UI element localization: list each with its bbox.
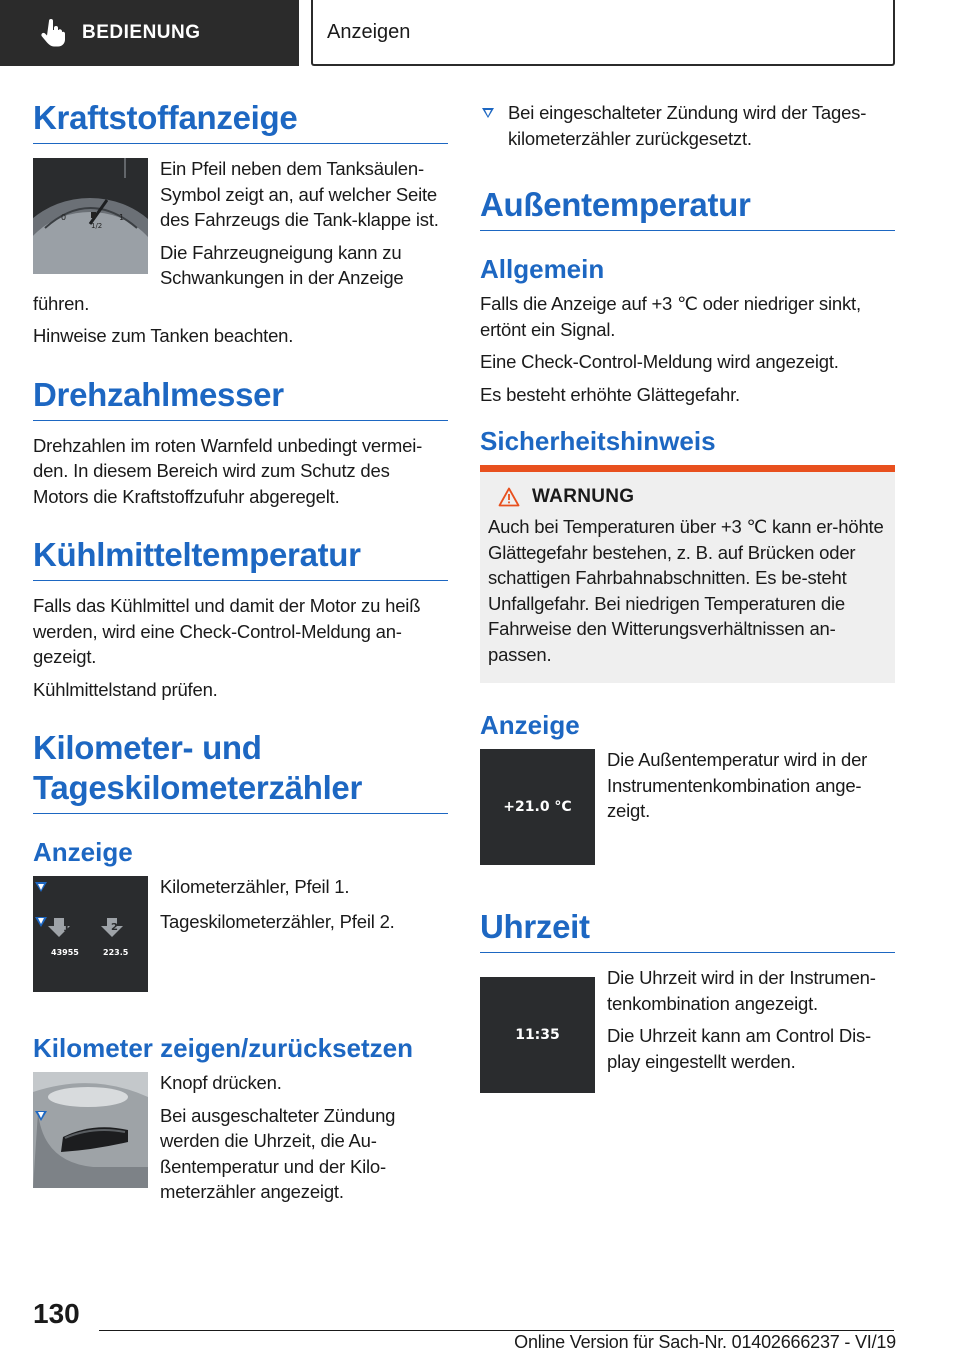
rpm-text: Drehzahlen im roten Warnfeld unbedingt vermei-den. In diesem Bereich wird zum Schutz des Motors die Kraftstoffzufuhr abgeregelt.: [33, 434, 423, 507]
heading-clock: Uhrzeit: [480, 907, 895, 953]
warning-text: Auch bei Temperaturen über +3 ℃ kann er-höhte Glättegefahr bestehen, z. B. auf Brücken oder schattigen Fahrbahnabschnitten. Es be-steht Unfallgefahr. Bei niedrigen Temperaturen die Fahrweise den Witterungsverhältnissen an-passen.: [488, 516, 884, 665]
bullet-triangle-icon: [35, 1111, 47, 1121]
heading-rpm: Drehzahlmesser: [33, 375, 448, 421]
warning-triangle-icon: [498, 487, 520, 507]
clock-display-figure: [480, 977, 595, 1093]
warning-label: WARNUNG: [532, 486, 635, 507]
section-label: Anzeigen: [311, 0, 895, 66]
list-item: Kilometerzähler, Pfeil 1.: [33, 874, 448, 900]
coolant-text-1: Falls das Kühlmittel und damit der Motor zu heiß werden, wird eine Check-Control-Meldung an-gezeigt.: [33, 595, 421, 667]
footer-divider: [99, 1330, 894, 1331]
gauge-label-half: 1/2: [91, 222, 103, 230]
subheading-odo-display: Anzeige: [33, 837, 133, 867]
list-item: Tageskilometerzähler, Pfeil 2.: [33, 909, 448, 935]
section-clock: [480, 907, 895, 1074]
right-column: [480, 100, 895, 1101]
temp-display-text: Die Außentemperatur wird in der Instrumentenkombination ange-zeigt.: [607, 749, 868, 821]
heading-coolant: Kühlmitteltemperatur: [33, 535, 448, 581]
section-rpm: [33, 375, 448, 510]
section-odometer: [33, 728, 448, 1205]
left-column: [33, 98, 448, 1231]
subheading-temp-display: Anzeige: [480, 710, 580, 740]
arrow-label-2: 2: [111, 922, 118, 933]
reset-list: [33, 1103, 448, 1205]
bullet-triangle-icon: [35, 882, 47, 892]
heading-outside-temp: Außentemperatur: [480, 185, 895, 231]
heading-fuel: Kraftstoffanzeige: [33, 98, 448, 144]
bullet-triangle-icon: [35, 917, 47, 927]
clock-display-value: 11:35: [515, 1027, 560, 1043]
gauge-label-empty: 0: [61, 213, 67, 222]
fuel-gauge-illustration: [33, 158, 148, 274]
chapter-title: BEDIENUNG: [82, 22, 201, 43]
fuel-gauge-figure: [33, 158, 148, 274]
section-outside-temp: [480, 185, 895, 873]
fuel-pump-icon: [91, 212, 96, 218]
temp-text-2: Eine Check-Control-Meldung wird angezeigt.: [480, 351, 839, 372]
reset-list-continued: [480, 100, 895, 151]
tripmeter-value: 223.5: [103, 948, 129, 957]
clock-text-2: Die Uhrzeit kann am Control Dis-play eingestellt werden.: [607, 1025, 871, 1072]
subheading-odo-reset: Kilometer zeigen/zurücksetzen: [33, 1033, 413, 1063]
page-number: 130: [33, 1298, 80, 1329]
gauge-label-full: 1: [119, 213, 125, 222]
clock-text-1: Die Uhrzeit wird in der Instrumen-tenkombination angezeigt.: [607, 967, 876, 1014]
temperature-display-figure: [480, 749, 595, 865]
fuel-text-2: Die Fahrzeugneigung kann zu Schwankungen in der Anzeige führen.: [33, 241, 404, 314]
subheading-safety: Sicherheitshinweis: [480, 426, 716, 456]
temp-text-1: Falls die Anzeige auf +3 ℃ oder niedriger sinkt, ertönt ein Signal.: [480, 293, 861, 340]
footer-text: Online Version für Sach-Nr. 01402666237 - VI/19: [514, 1332, 896, 1352]
fuel-text-1: Ein Pfeil neben dem Tanksäulen-Symbol zeigt an, auf welcher Seite des Fahrzeugs die Tank-klappe ist.: [160, 158, 439, 230]
bullet-triangle-icon: [482, 108, 494, 118]
section-fuel: [33, 98, 448, 349]
chapter-tab: [0, 0, 299, 66]
arrow-label-1: 1: [63, 923, 70, 934]
heading-odometer: Kilometer- und Tageskilometerzähler: [33, 728, 448, 814]
temp-text-3: Es besteht erhöhte Glättegefahr.: [480, 383, 740, 405]
list-item: Bei ausgeschalteter Zündung werden die Uhrzeit, die Au-ßentemperatur und der Kilo-meterzähler angezeigt.: [33, 1103, 448, 1205]
list-item: Bei eingeschalteter Zündung wird der Tages-kilometerzähler zurückgesetzt.: [480, 100, 895, 151]
section-coolant: [33, 535, 448, 702]
hand-pointer-icon: [40, 19, 66, 47]
subheading-general: Allgemein: [480, 254, 605, 284]
reset-text: Knopf drücken.: [160, 1072, 282, 1093]
warning-box: [480, 465, 895, 683]
odometer-value: 43955: [51, 948, 79, 957]
temperature-display-value: +21.0 °C: [503, 799, 572, 815]
coolant-text-2: Kühlmittelstand prüfen.: [33, 678, 218, 700]
fuel-text-3: Hinweise zum Tanken beachten.: [33, 325, 294, 346]
